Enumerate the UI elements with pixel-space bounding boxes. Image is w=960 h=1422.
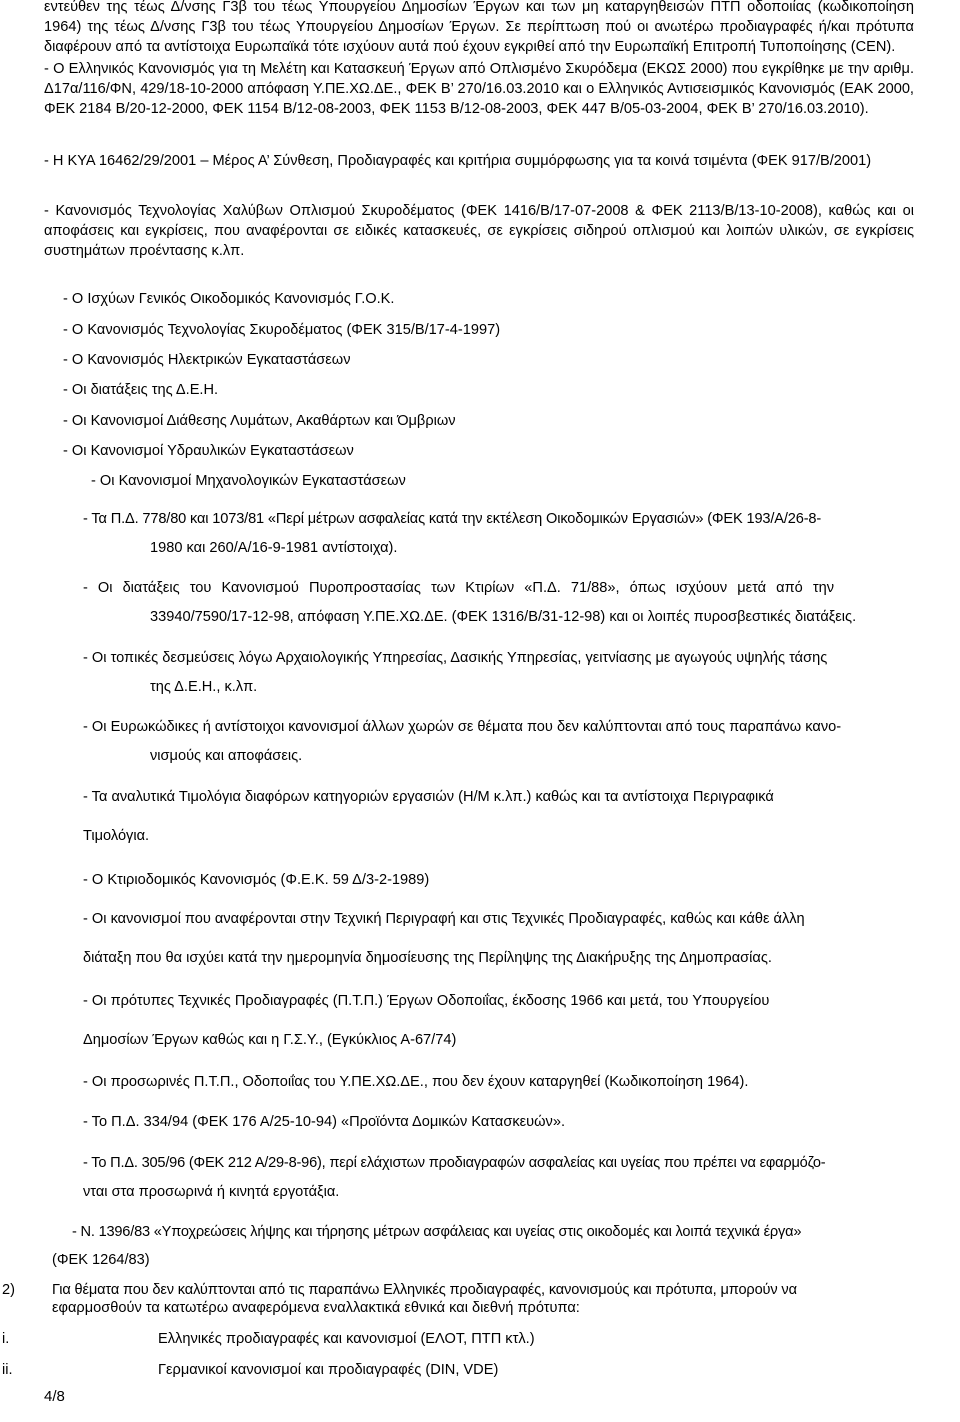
list-item: - Το Π.Δ. 305/96 (ΦΕΚ 212 Α/29-8-96), περί ελάχιστων προδιαγραφών ασφαλείας και υγείας που πρέπει να εφαρμόζο- (83, 1155, 826, 1171)
roman-item: Ελληνικές προδιαγραφές και κανονισμοί (ΕΛΟΤ, ΠΤΠ κτλ.) (158, 1331, 535, 1347)
list-item-cont: νισμούς και αποφάσεις. (150, 748, 303, 764)
list-item: - Ο Κτιριοδομικός Κανονισμός (Φ.Ε.Κ. 59 Δ/3-2-1989) (83, 872, 430, 888)
list-item: - Ο Ελληνικός Κανονισμός για τη Μελέτη και Κατασκευή Έργων από Οπλισμένο Σκυρόδεμα (ΕΚΩΣ 2000) που εγκρίθηκε με την αριθμ. Δ17α/116/ΦΝ, 429/18-10-2000 απόφαση Υ.ΠΕ.ΧΩ.ΔΕ., ΦΕΚ Β’ 270/16.03.2010 και ο Ελληνικός Αντισεισμικός Κανονισμός (ΕΑΚ 2000, ΦΕΚ 2184 Β/20-12-2000, ΦΕΚ 1154 Β/12-08-2003, ΦΕΚ 1153 Β/12-08-2003, ΦΕΚ 447 Β/05-03-2004, ΦΕΚ Β’ 270/16.03.2010). (44, 61, 914, 117)
list-item: - Κανονισμός Τεχνολογίας Χαλύβων Οπλισμού Σκυροδέματος (ΦΕΚ 1416/Β/17-07-2008 & ΦΕΚ 2113/Β/13-10-2008), καθώς και οι αποφάσεις και εγκρίσεις, που αναφέρονται σε ειδικές κατασκευές, σε εγκρίσεις σιδηρού οπλισμού και λοιπών υλικών, σε εγκρίσεις συστημάτων προέντασης κ.λπ. (44, 203, 914, 259)
roman-number: ii. (2, 1362, 13, 1378)
list-item-cont: διάταξη που θα ισχύει κατά την ημερομηνία δημοσίευσης της Περίληψης της Διακήρυξης της Δημοπρασίας. (83, 950, 772, 966)
point-number: 2) (2, 1282, 15, 1298)
list-item: - Οι Κανονισμοί Υδραυλικών Εγκαταστάσεων (63, 443, 354, 459)
list-item: - Τα Π.Δ. 778/80 και 1073/81 «Περί μέτρων ασφαλείας κατά την εκτέλεση Οικοδομικών Εργασιών» (ΦΕΚ 193/Α/26-8- (83, 511, 822, 527)
page-number: 4/8 (44, 1388, 65, 1405)
list-item: - Οι πρότυπες Τεχνικές Προδιαγραφές (Π.Τ.Π.) Έργων Οδοποιΐας, έκδοσης 1966 και μετά, του Υπουργείου (83, 993, 770, 1009)
list-item: - Οι Κανονισμοί Μηχανολογικών Εγκαταστάσεων (91, 473, 406, 489)
list-item-cont: 33940/7590/17-12-98, απόφαση Υ.ΠΕ.ΧΩ.ΔΕ. (ΦΕΚ 1316/Β/31-12-98) και οι λοιπές πυροσβεστικές διατάξεις. (150, 609, 857, 625)
list-item-cont: Δημοσίων Έργων καθώς και η Γ.Σ.Υ., (Εγκύκλιος Α-67/74) (83, 1032, 457, 1048)
roman-number: i. (2, 1331, 10, 1347)
point-text: Για θέματα που δεν καλύπτονται από τις παραπάνω Ελληνικές προδιαγραφές, κανονισμούς και πρότυπα, μπορούν να (52, 1282, 797, 1298)
list-item: - Η ΚΥΑ 16462/29/2001 – Μέρος Α’ Σύνθεση, Προδιαγραφές και κριτήρια συμμόρφωσης για τα κοινά τσιμέντα (ΦΕΚ 917/Β/2001) (44, 153, 872, 169)
list-item: - Οι προσωρινές Π.Τ.Π., Οδοποιΐας του Υ.ΠΕ.ΧΩ.ΔΕ., που δεν έχουν καταργηθεί (Κωδικοποίηση 1964). (83, 1074, 749, 1090)
list-item-cont: νται στα προσωρινά ή κινητά εργοτάξια. (83, 1184, 340, 1200)
list-item-cont: (ΦΕΚ 1264/83) (52, 1252, 150, 1268)
roman-item: Γερμανικοί κανονισμοί και προδιαγραφές (DIN, VDE) (158, 1362, 499, 1378)
list-item: - Το Π.Δ. 334/94 (ΦΕΚ 176 Α/25-10-94) «Προϊόντα Δομικών Κατασκευών». (83, 1114, 566, 1130)
list-item: - Ο Ισχύων Γενικός Οικοδομικός Κανονισμός Γ.Ο.Κ. (63, 291, 395, 307)
point-text-cont: εφαρμοσθούν τα κατωτέρω αναφερόμενα εναλλακτικά εθνικά και διεθνή πρότυπα: (52, 1300, 580, 1316)
list-item: - Ο Κανονισμός Ηλεκτρικών Εγκαταστάσεων (63, 352, 351, 368)
list-item: - Τα αναλυτικά Τιμολόγια διαφόρων κατηγοριών εργασιών (Η/Μ κ.λπ.) καθώς και τα αντίστοιχα Περιγραφικά (83, 789, 774, 805)
list-item-cont: 1980 και 260/Α/16-9-1981 αντίστοιχα). (150, 540, 398, 556)
list-item: - Οι Ευρωκώδικες ή αντίστοιχοι κανονισμοί άλλων χωρών σε θέματα που δεν καλύπτονται από τους παραπάνω κανο- (83, 719, 842, 735)
list-item: - Οι διατάξεις της Δ.Ε.Η. (63, 382, 219, 398)
list-item: - Οι κανονισμοί που αναφέρονται στην Τεχνική Περιγραφή και στις Τεχνικές Προδιαγραφές, καθώς και κάθε άλλη (83, 911, 805, 927)
list-item: - Οι Κανονισμοί Διάθεσης Λυμάτων, Ακαθάρτων και Όμβριων (63, 413, 456, 429)
intro-paragraph: εντεύθεν της τέως Δ/νσης Γ3β του τέως Υπουργείου Δημοσίων Έργων και των μη καταργηθεισών ΠΤΠ οδοποιίας (κωδικοποίηση 1964) της τέως Δ/νσης Γ3β του τέως Υπουργείου Δημοσίων Έργων. Σε περίπτωση πού οι ανωτέρω προδιαγραφές ή/και πρότυπα διαφέρουν από τα αντίστοιχα Ευρωπαϊκά τότε ισχύουν αυτά πού έχουν εγκριθεί από την Ευρωπαϊκή Επιτροπή Τυποποίησης (CEN). (44, 0, 914, 55)
list-item: - Οι διατάξεις του Κανονισμού Πυροπροστασίας των Κτιρίων «Π.Δ. 71/88», όπως ισχύουν μετά από την (83, 580, 835, 596)
list-item: - Οι τοπικές δεσμεύσεις λόγω Αρχαιολογικής Υπηρεσίας, Δασικής Υπηρεσίας, γειτνίασης με αγωγούς υψηλής τάσης (83, 650, 828, 666)
list-item: - Ν. 1396/83 «Υποχρεώσεις λήψης και τήρησης μέτρων ασφάλειας και υγείας στις οικοδομές και λοιπά τεχνικά έργα» (72, 1224, 802, 1240)
list-item-cont: της Δ.Ε.Η., κ.λπ. (150, 679, 258, 695)
list-item: - Ο Κανονισμός Τεχνολογίας Σκυροδέματος (ΦΕΚ 315/Β/17-4-1997) (63, 322, 501, 338)
list-item-cont: Τιμολόγια. (83, 828, 150, 844)
